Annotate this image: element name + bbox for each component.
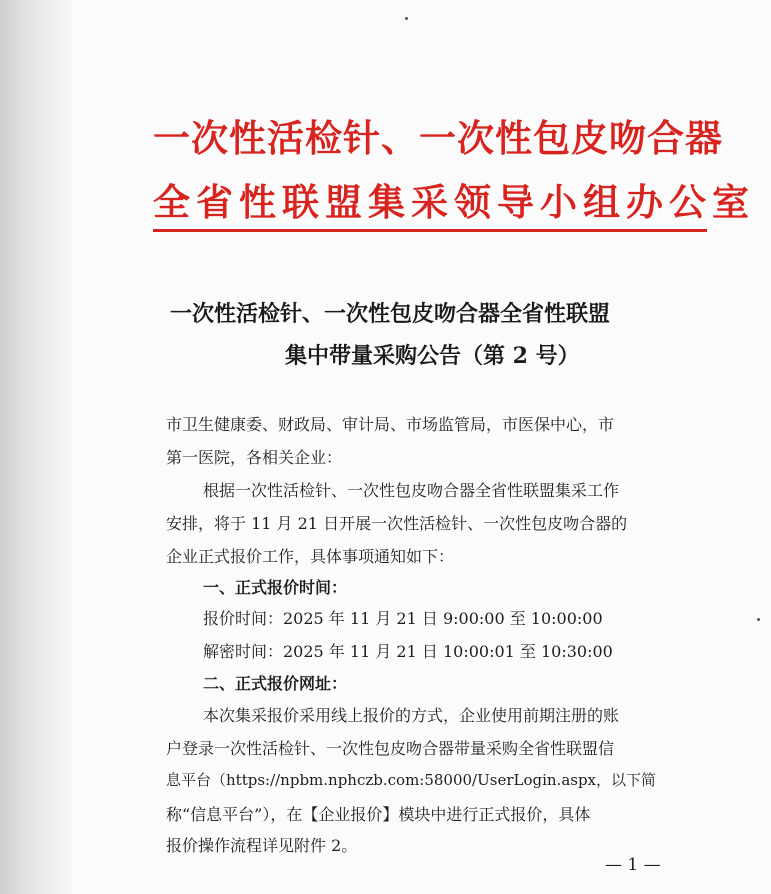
page-number: — 1 — bbox=[605, 855, 661, 875]
document-title-line-2: 集中带量采购公告（第 2 号） bbox=[285, 343, 580, 369]
section-2-paragraph-line-4: 称“信息平台”），在【企业报价】模块中进行正式报价，具体 bbox=[166, 805, 591, 824]
section-2-heading: 二、正式报价网址： bbox=[203, 674, 348, 693]
section-2-paragraph-line-2: 户登录一次性活检针、一次性包皮吻合器带量采购全省性联盟信 bbox=[166, 739, 615, 758]
decrypt-time-line: 解密时间：2025 年 11 月 21 日 10:00:01 至 10:30:00 bbox=[203, 642, 613, 661]
section-2-paragraph-line-3: 息平台（https://npbm.nphczb.com:58000/UserLogin.aspx，以下简 bbox=[166, 771, 657, 789]
section-2-paragraph-line-1: 本次集采报价采用线上报价的方式，企业使用前期注册的账 bbox=[203, 706, 620, 725]
intro-paragraph-line-2: 安排，将于 11 月 21 日开展一次性活检针、一次性包皮吻合器的 bbox=[166, 514, 628, 533]
section-2-paragraph-line-5: 报价操作流程详见附件 2。 bbox=[166, 836, 358, 855]
section-1-heading: 一、正式报价时间： bbox=[203, 578, 348, 597]
intro-paragraph-line-1: 根据一次性活检针、一次性包皮吻合器全省性联盟集采工作 bbox=[203, 481, 620, 500]
issuer-header-line-2: 全省性联盟集采领导小组办公室 bbox=[153, 180, 755, 224]
scan-speck bbox=[757, 618, 760, 621]
scan-left-shadow bbox=[0, 0, 72, 894]
scan-speck bbox=[405, 17, 408, 20]
recipients-line-1: 市卫生健康委、财政局、审计局、市场监管局，市医保中心，市 bbox=[166, 415, 615, 434]
issuer-header-line-1: 一次性活检针、一次性包皮吻合器 bbox=[153, 116, 723, 160]
quote-time-line: 报价时间：2025 年 11 月 21 日 9:00:00 至 10:00:00 bbox=[203, 609, 603, 628]
header-red-rule bbox=[153, 229, 707, 232]
document-title-line-1: 一次性活检针、一次性包皮吻合器全省性联盟 bbox=[170, 301, 611, 327]
recipients-line-2: 第一医院，各相关企业： bbox=[166, 448, 343, 467]
intro-paragraph-line-3: 企业正式报价工作，具体事项通知如下： bbox=[166, 547, 455, 566]
